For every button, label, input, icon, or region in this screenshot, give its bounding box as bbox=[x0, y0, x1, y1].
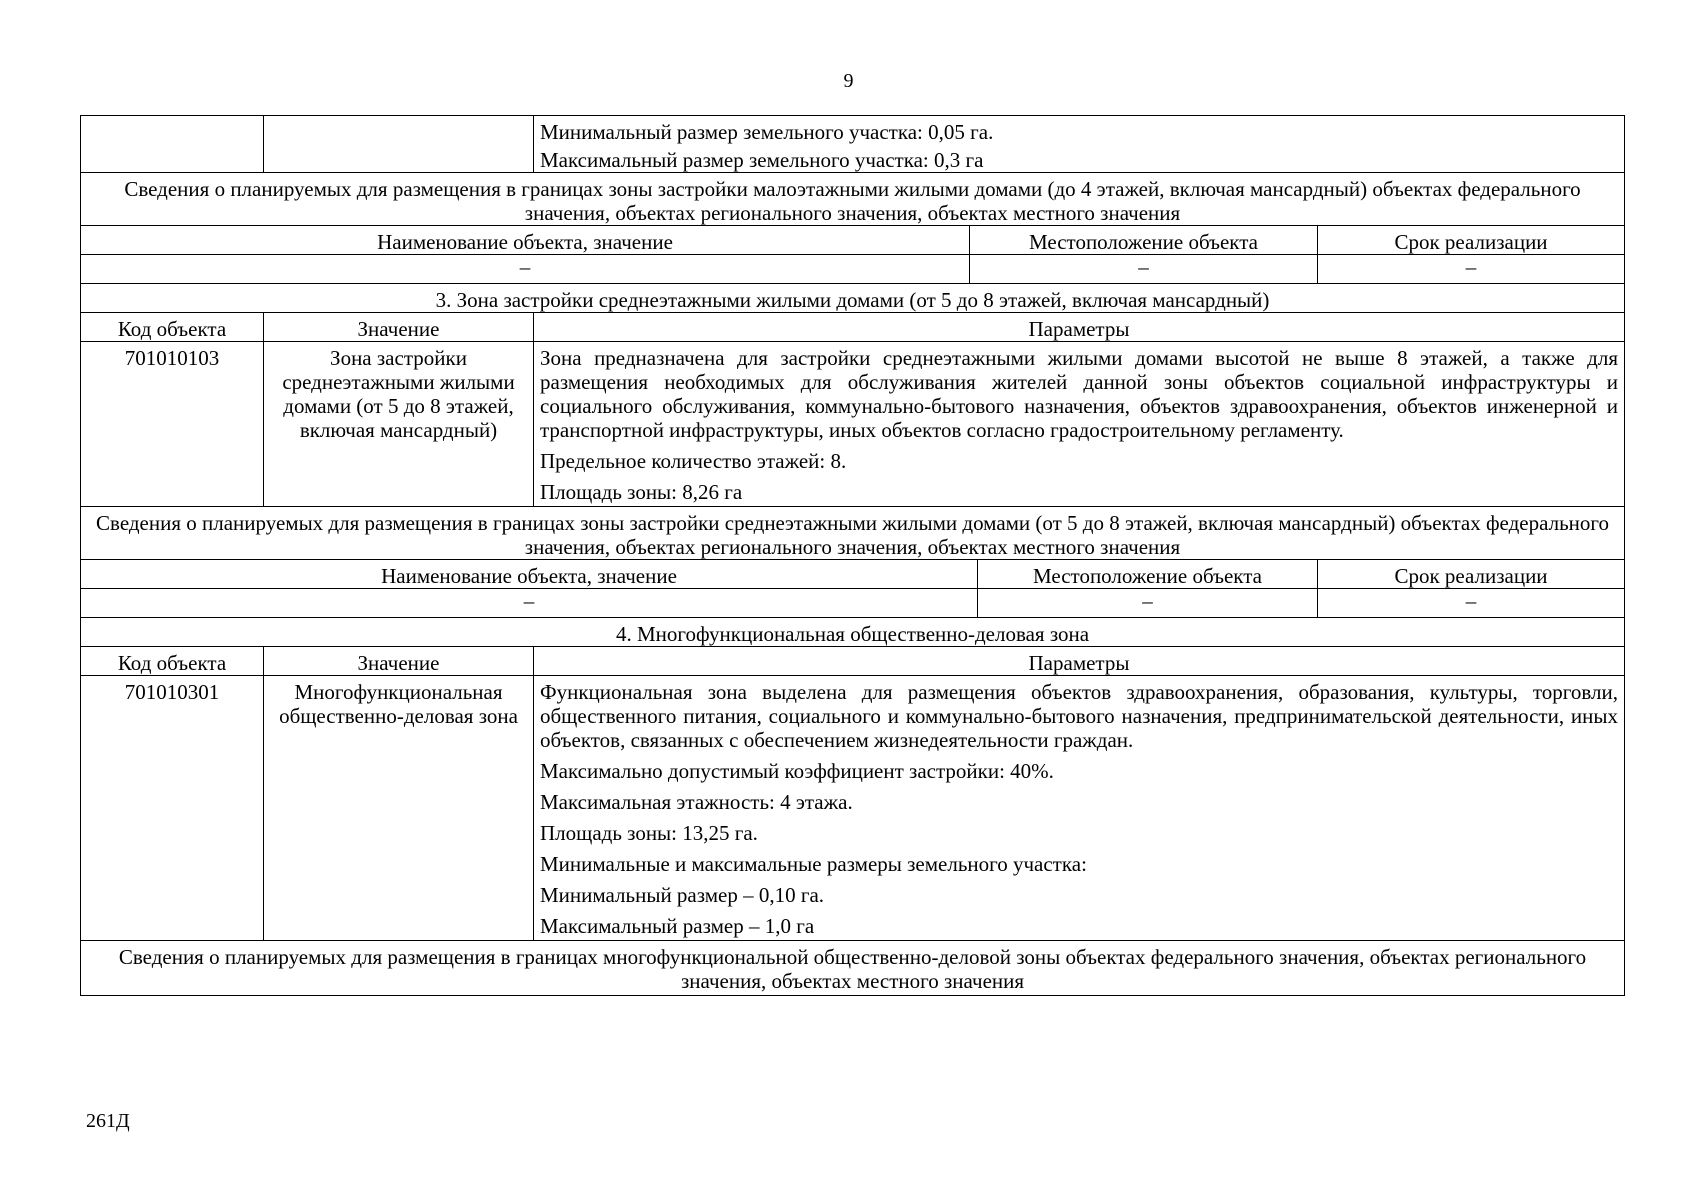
cell-term: – bbox=[1318, 255, 1625, 284]
section-title: Сведения о планируемых для размещения в границах зоны застройки малоэтажными жилыми домами (до 4 этажей, включая мансардный) объектах федерального значения, объектах регионального значения, объектах местного значения bbox=[81, 173, 1625, 226]
cell-location: – bbox=[978, 589, 1318, 618]
col-header-value: Значение bbox=[264, 647, 534, 676]
object-value: Многофункциональная общественно-деловая зона bbox=[264, 676, 534, 941]
table-row bbox=[81, 255, 1625, 284]
cell-term: – bbox=[1318, 589, 1625, 618]
page-number: 9 bbox=[843, 70, 854, 92]
section-heading-row bbox=[81, 173, 1625, 226]
object-value: Зона застройки среднеэтажными жилыми домами (от 5 до 8 этажей, включая мансардный) bbox=[264, 342, 534, 507]
col-header-params: Параметры bbox=[534, 647, 1625, 676]
col-header-name: Наименование объекта, значение bbox=[81, 560, 978, 589]
param-text: Максимальная этажность: 4 этажа. bbox=[540, 790, 853, 814]
table-row bbox=[81, 676, 1625, 941]
col-header-term: Срок реализации bbox=[1318, 226, 1625, 255]
col-header-code: Код объекта bbox=[81, 313, 264, 342]
section-heading-row bbox=[81, 618, 1625, 647]
param-text: Функциональная зона выделена для размещения объектов здравоохранения, образования, культуры, торговли, общественного питания, социального и коммунально-бытового назначения, предпринимательской деятельности, иных объектов, связанных с обеспечением жизнедеятельности граждан. bbox=[540, 680, 1619, 752]
param-text: Минимальные и максимальные размеры земельного участка: bbox=[540, 852, 1087, 876]
param-text: Максимально допустимый коэффициент застройки: 40%. bbox=[540, 759, 1054, 783]
empty-cell bbox=[264, 116, 534, 173]
cell-name: – bbox=[81, 589, 978, 618]
object-code: 701010301 bbox=[81, 676, 264, 941]
section-heading-row bbox=[81, 941, 1625, 996]
col-header-term: Срок реализации bbox=[1318, 560, 1625, 589]
param-text: Предельное количество этажей: 8. bbox=[540, 449, 847, 473]
cell-location: – bbox=[970, 255, 1318, 284]
cell-name: – bbox=[81, 255, 970, 284]
object-code: 701010103 bbox=[81, 342, 264, 507]
param-text: Зона предназначена для застройки среднеэтажными жилыми домами высотой не выше 8 этажей, а также для размещения необходимых для обслуживания жителей данной зоны объектов социальной инфраструктуры и социального обслуживания, коммунально-бытового назначения, объектов здравоохранения, объектов инженерной и транспортной инфраструктуры, иных объектов согласно градостроительному регламенту. bbox=[540, 346, 1619, 442]
empty-cell bbox=[81, 116, 264, 173]
col-header-params: Параметры bbox=[534, 313, 1625, 342]
param-text: Максимальный размер – 1,0 га bbox=[540, 914, 815, 938]
table-header-row bbox=[81, 560, 1625, 589]
zone-title: 3. Зона застройки среднеэтажными жилыми домами (от 5 до 8 этажей, включая мансардный) bbox=[81, 284, 1625, 313]
section-heading-row bbox=[81, 284, 1625, 313]
section-title: Сведения о планируемых для размещения в границах многофункциональной общественно-деловой зоны объектах федерального значения, объектах регионального значения, объектах местного значения bbox=[81, 941, 1625, 996]
param-text: Минимальный размер земельного участка: 0,05 га. bbox=[534, 116, 1625, 145]
col-header-name: Наименование объекта, значение bbox=[81, 226, 970, 255]
param-text: Минимальный размер – 0,10 га. bbox=[540, 883, 825, 907]
table-row bbox=[81, 116, 1625, 145]
param-text: Максимальный размер земельного участка: 0,3 га bbox=[534, 144, 1625, 173]
param-text: Площадь зоны: 8,26 га bbox=[540, 480, 743, 504]
col-header-code: Код объекта bbox=[81, 647, 264, 676]
object-params bbox=[534, 676, 1625, 941]
param-text: Площадь зоны: 13,25 га. bbox=[540, 821, 758, 845]
table-row bbox=[81, 342, 1625, 507]
table-row bbox=[81, 589, 1625, 618]
zones-table bbox=[80, 115, 1625, 996]
object-params bbox=[534, 342, 1625, 507]
section-heading-row bbox=[81, 507, 1625, 560]
table-header-row bbox=[81, 226, 1625, 255]
document-code: 261Д bbox=[86, 1110, 130, 1132]
col-header-location: Местоположение объекта bbox=[970, 226, 1318, 255]
section-title: Сведения о планируемых для размещения в границах зоны застройки среднеэтажными жилыми домами (от 5 до 8 этажей, включая мансардный) объектах федерального значения, объектах регионального значения, объектах местного значения bbox=[81, 507, 1625, 560]
table-header-row bbox=[81, 647, 1625, 676]
col-header-location: Местоположение объекта bbox=[978, 560, 1318, 589]
col-header-value: Значение bbox=[264, 313, 534, 342]
zone-title: 4. Многофункциональная общественно-деловая зона bbox=[81, 618, 1625, 647]
table-header-row bbox=[81, 313, 1625, 342]
